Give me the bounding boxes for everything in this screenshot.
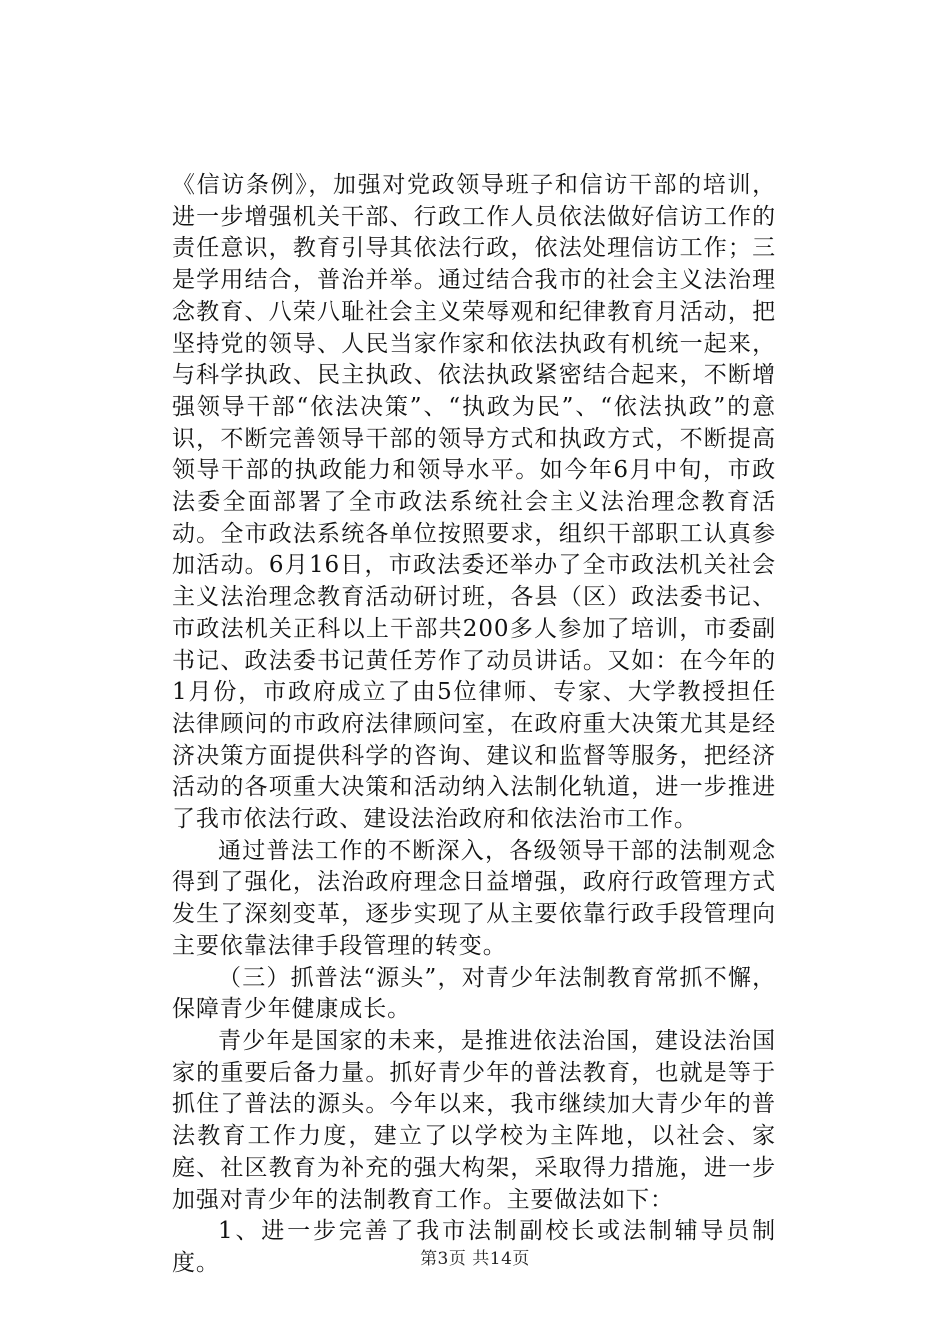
paragraph-continuation: 《信访条例》，加强对党政领导班子和信访干部的培训，进一步增强机关干部、行政工作人员依法做好信访工作的责任意识，教育引导其依法行政，依法处理信访工作；三是学用结合，普治并举。通过结合我市的社会主义法治理念教育、八荣八耻社会主义荣辱观和纪律教育月活动，把坚持党的领导、人民当家作家和依法执政有机统一起来，与科学执政、民主执政、依法执政紧密结合起来，不断增强领导干部“依法决策”、“执政为民”、“依法执政”的意识，不断完善领导干部的领导方式和执政方式，不断提高领导干部的执政能力和领导水平。如今年6月中旬，市政法委全面部署了全市政法系统社会主义法治理念教育活动。全市政法系统各单位按照要求，组织干部职工认真参加活动。6月16日，市政法委还举办了全市政法机关社会主义法治理念教育活动研讨班，各县（区）政法委书记、市政法机关正科以上干部共200多人参加了培训，市委副书记、政法委书记黄任芳作了动员讲话。又如：在今年的1月份，市政府成立了由5位律师、专家、大学教授担任法律顾问的市政府法律顾问室，在政府重大决策尤其是经济决策方面提供科学的咨询、建议和监督等服务，把经济活动的各项重大决策和活动纳入法制化轨道，进一步推进了我市依法行政、建设法治政府和依法治市工作。 — [172, 172, 776, 833]
section-heading: （三）抓普法“源头”，对青少年法制教育常抓不懈，保障青少年健康成长。 — [172, 964, 776, 1023]
document-body — [172, 170, 776, 1280]
paragraph-summary: 通过普法工作的不断深入，各级领导干部的法制观念得到了强化，法治政府理念日益增强，政府行政管理方式发生了深刻变革，逐步实现了从主要依靠行政手段管理向主要依靠法律手段管理的转变。 — [172, 837, 776, 959]
list-item-1: 1、进一步完善了我市法制副校长或法制辅导员制度。 — [172, 1218, 776, 1276]
paragraph-youth: 青少年是国家的未来，是推进依法治国，建设法治国家的重要后备力量。抓好青少年的普法教育，也就是等于抓住了普法的源头。今年以来，我市继续加大青少年的普法教育工作力度，建立了以学校为主阵地，以社会、家庭、社区教育为补充的强大构架，采取得力措施，进一步加强对青少年的法制教育工作。主要做法如下： — [172, 1027, 776, 1213]
page-number-footer: 第3页 共14页 — [420, 1249, 530, 1269]
